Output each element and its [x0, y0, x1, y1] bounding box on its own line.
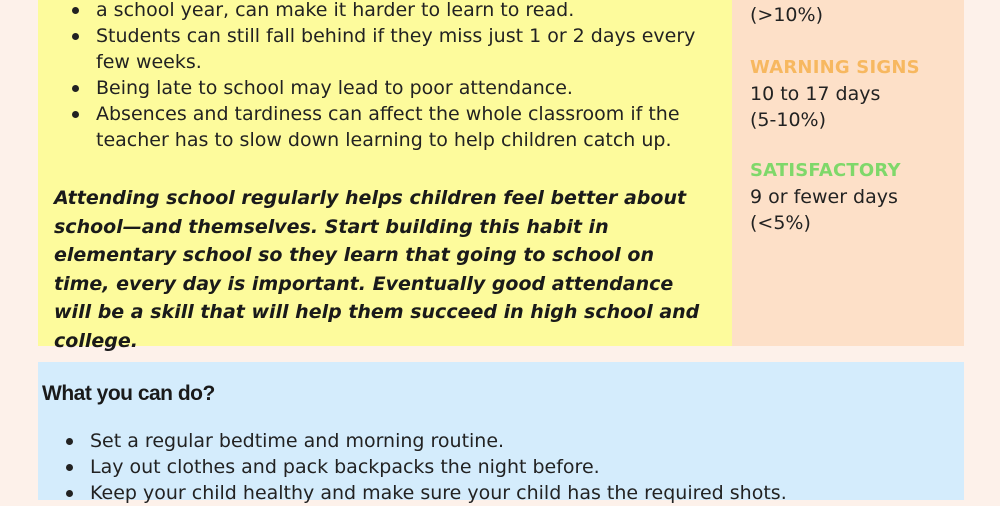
attendance-facts-list — [96, 0, 716, 153]
warning-level — [750, 55, 960, 133]
list-item-text: Lay out clothes and pack backpacks the night before. — [90, 456, 600, 478]
list-item — [90, 428, 950, 454]
list-item — [96, 75, 716, 101]
bullet-icon — [66, 490, 73, 497]
list-item — [90, 454, 950, 480]
chronic-level — [750, 2, 960, 28]
list-item-text: a school year, can make it harder to learn to read. — [96, 0, 575, 21]
bullet-icon — [72, 111, 79, 118]
emphasis-paragraph: Attending school regularly helps children feel better about school—and themselves. Start building this habit in elementary school so they learn that going to school on time, every day is important. Eventually good attendance will be a skill that will help them succeed in high school and college. — [54, 187, 700, 352]
what-you-can-do-panel — [38, 362, 964, 504]
bullet-icon — [72, 33, 79, 40]
satisfactory-days: 9 or fewer days — [750, 186, 898, 208]
satisfactory-pct: (<5%) — [750, 212, 811, 234]
section-heading: What you can do? — [42, 382, 215, 405]
bullet-icon — [66, 464, 73, 471]
bullet-icon — [66, 438, 73, 445]
attendance-levels-panel — [732, 0, 964, 346]
attendance-facts-panel — [38, 0, 732, 352]
chronic-pct: (>10%) — [750, 4, 823, 26]
bullet-icon — [72, 85, 79, 92]
list-item — [96, 101, 716, 153]
warning-heading: WARNING SIGNS — [750, 57, 920, 78]
warning-days: 10 to 17 days — [750, 83, 881, 105]
warning-pct: (5-10%) — [750, 109, 826, 131]
satisfactory-level — [750, 158, 960, 236]
list-item — [96, 23, 716, 75]
list-item-text: Students can still fall behind if they miss just 1 or 2 days every few weeks. — [96, 25, 696, 73]
tips-list — [90, 428, 950, 506]
list-item-text: Keep your child healthy and make sure your child has the required shots. — [90, 482, 787, 504]
bullet-icon — [72, 7, 79, 14]
list-item-text: Being late to school may lead to poor attendance. — [96, 77, 573, 99]
satisfactory-heading: SATISFACTORY — [750, 160, 901, 181]
list-item — [96, 0, 716, 23]
list-item — [90, 480, 950, 506]
list-item-text: Absences and tardiness can affect the whole classroom if the teacher has to slow down learning to help children catch up. — [96, 103, 680, 151]
list-item-text: Set a regular bedtime and morning routine. — [90, 430, 505, 452]
